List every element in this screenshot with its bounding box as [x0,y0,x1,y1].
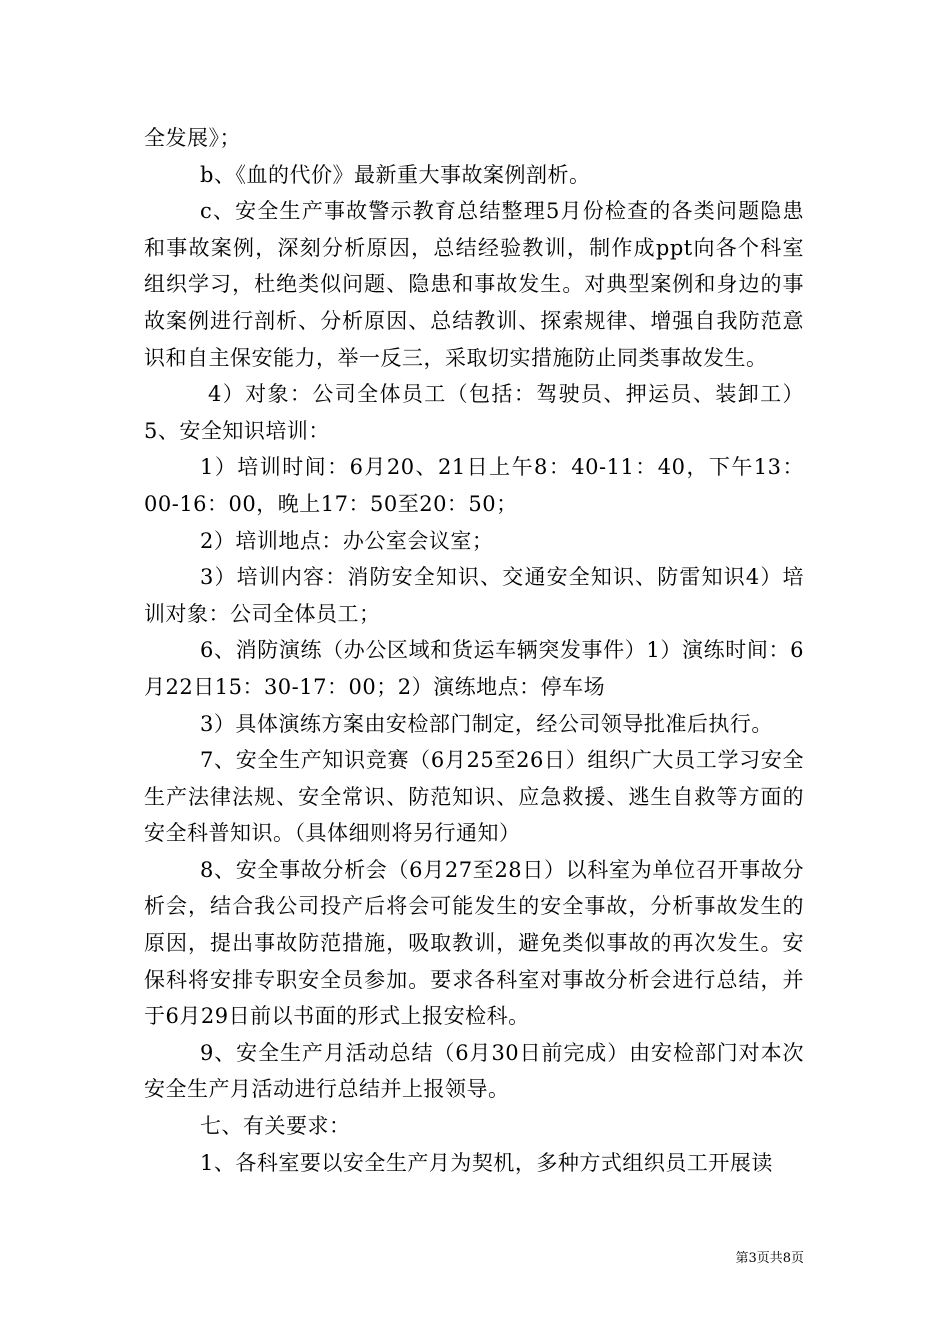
paragraph-activity-summary: 9、安全生产月活动总结（6月30日前完成）由安检部门对本次安全生产月活动进行总结并上报领导。 [144,1040,804,1102]
paragraph-requirement-1: 1、各科室要以安全生产月为契机，多种方式组织员工开展读 [200,1150,773,1175]
paragraph-continuation: 全发展》； [144,126,241,150]
paragraph-item-c: c、安全生产事故警示教育总结整理5月份检查的各类问题隐患和事故案例，深刻分析原因，总结经验教训，制作成ppt向各个科室组织学习，杜绝类似问题、隐患和事故发生。对典型案例和身边的事故案例进行剖析、分析原因、总结教训、探索规律、增强自我防范意识和自主保安能力，举一反三，采取切实措施防止同类事故发生。 [144,199,804,370]
paragraph-audience: 4）对象：公司全体员工（包括：驾驶员、押运员、装卸工）5、安全知识培训： [144,382,804,443]
document-body [144,120,804,1181]
paragraph-drill-plan: 3）具体演练方案由安检部门制定，经公司领导批准后执行。 [200,711,773,736]
paragraph-training-content: 3）培训内容：消防安全知识、交通安全知识、防雷知识4）培训对象：公司全体员工； [144,565,804,626]
paragraph-fire-drill: 6、消防演练（办公区域和货运车辆突发事件）1）演练时间：6月22日15：30-17：00；2）演练地点：停车场 [144,638,804,699]
paragraph-accident-analysis: 8、安全事故分析会（6月27至28日）以科室为单位召开事故分析会，结合我公司投产后将会可能发生的安全事故，分析事故发生的原因，提出事故防范措施，吸取教训，避免类似事故的再次发生。安保科将安排专职安全员参加。要求各科室对事故分析会进行总结，并于6月29日前以书面的形式上报安检科。 [144,857,804,1029]
paragraph-training-time: 1）培训时间：6月20、21日上午8：40-11：40，下午13：00-16：00，晚上17：50至20：50； [144,455,804,516]
section-heading-requirements: 七、有关要求： [200,1114,351,1139]
paragraph-item-b: b、《血的代价》最新重大事故案例剖析。 [200,162,591,187]
page-number-footer: 第3页共8页 [735,1251,804,1266]
paragraph-knowledge-contest: 7、安全生产知识竞赛（6月25至26日）组织广大员工学习安全生产法律法规、安全常识、防范知识、应急救援、逃生自救等方面的安全科普知识。（具体细则将另行通知） [144,748,804,846]
paragraph-training-location: 2）培训地点：办公室会议室； [200,528,494,553]
